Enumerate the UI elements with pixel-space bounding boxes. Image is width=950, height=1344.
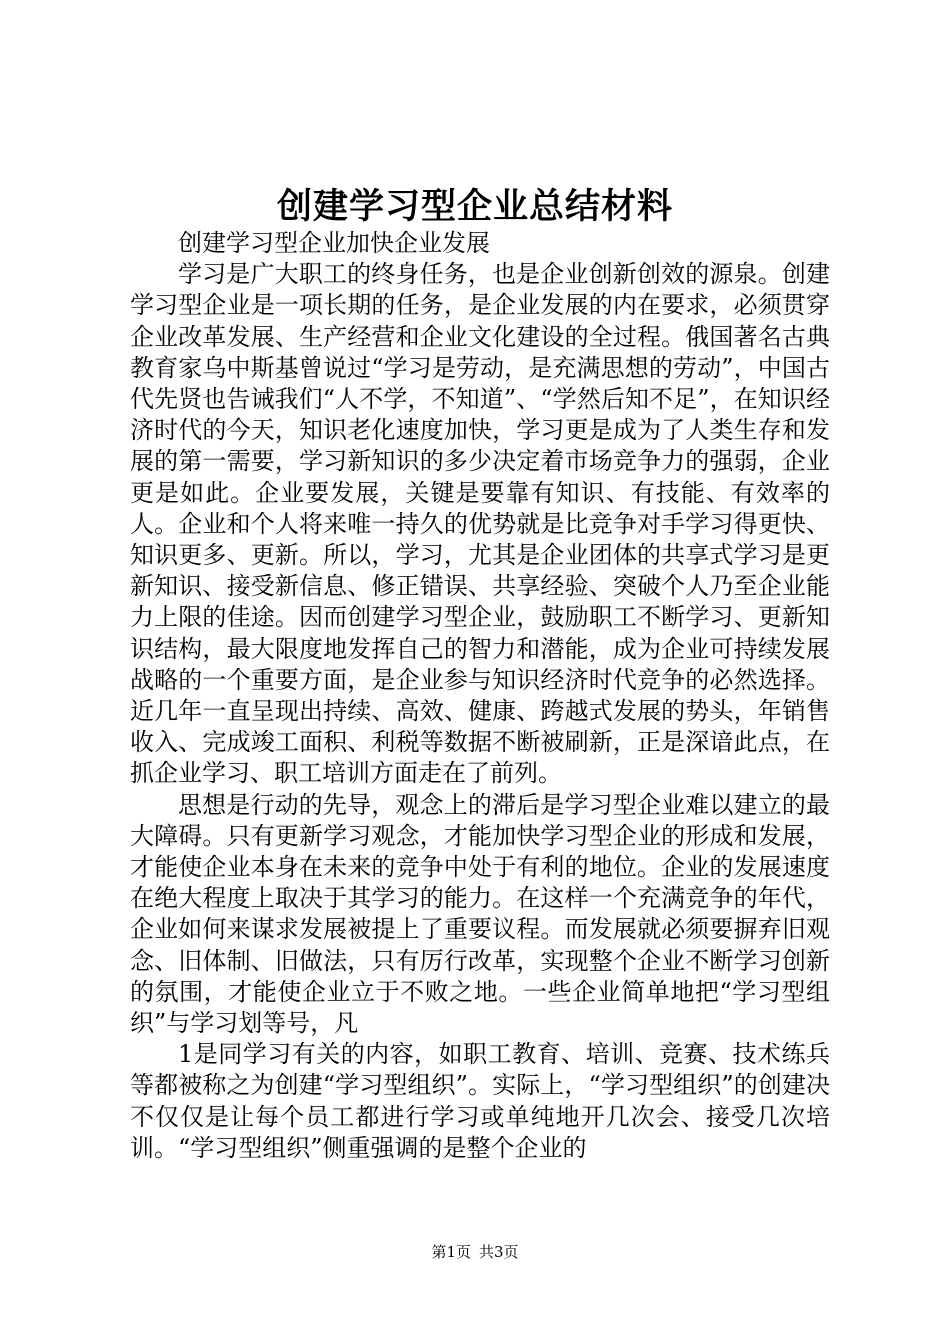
page-total: 共3页 bbox=[479, 1243, 519, 1261]
document-subtitle: 创建学习型企业加快企业发展 bbox=[178, 229, 490, 257]
document-title: 创建学习型企业总结材料 bbox=[276, 186, 673, 227]
page-footer bbox=[0, 1242, 950, 1262]
page-number: 第1页 bbox=[431, 1243, 471, 1261]
body-paragraph: 思想是行动的先导，观念上的滞后是学习型企业难以建立的最大障碍。只有更新学习观念，才能加快学习型企业的形成和发展，才能使企业本身在未来的竞争中处于有利的地位。企业的发展速度在绝大程度上取决于其学习的能力。在这样一个充满竞争的年代，企业如何来谋求发展被提上了重要议程。而发展就必须要摒弃旧观念、旧体制、旧做法，只有厉行改革，实现整个企业不断学习创新的氛围，才能使企业立于不败之地。一些企业简单地把“学习型组织”与学习划等号，凡 bbox=[130, 790, 830, 1038]
document-body bbox=[130, 228, 830, 1164]
body-paragraph: 1是同学习有关的内容，如职工教育、培训、竞赛、技术练兵等都被称之为创建“学习型组织”。实际上，“学习型组织”的创建决不仅仅是让每个员工都进行学习或单纯地开几次会、接受几次培训。“学习型组织”侧重强调的是整个企业的 bbox=[130, 1040, 830, 1162]
body-paragraph: 学习是广大职工的终身任务，也是企业创新创效的源泉。创建学习型企业是一项长期的任务，是企业发展的内在要求，必须贯穿企业改革发展、生产经营和企业文化建设的全过程。俄国著名古典教育家乌中斯基曾说过“学习是劳动，是充满思想的劳动”，中国古代先贤也告诫我们“人不学，不知道”、“学然后知不足”，在知识经济时代的今天，知识老化速度加快，学习更是成为了人类生存和发展的第一需要，学习新知识的多少决定着市场竞争力的强弱，企业更是如此。企业要发展，关键是要靠有知识、有技能、有效率的人。企业和个人将来唯一持久的优势就是比竞争对手学习得更快、知识更多、更新。所以，学习，尤其是企业团体的共享式学习是更新知识、接受新信息、修正错误、共享经验、突破个人乃至企业能力上限的佳途。因而创建学习型企业，鼓励职工不断学习、更新知识结构，最大限度地发挥自己的智力和潜能，成为企业可持续发展战略的一个重要方面，是企业参与知识经济时代竞争的必然选择。近几年一直呈现出持续、高效、健康、跨越式发展的势头，年销售收入、完成竣工面积、利税等数据不断被刷新，正是深谙此点，在抓企业学习、职工培训方面走在了前列。 bbox=[130, 260, 830, 788]
